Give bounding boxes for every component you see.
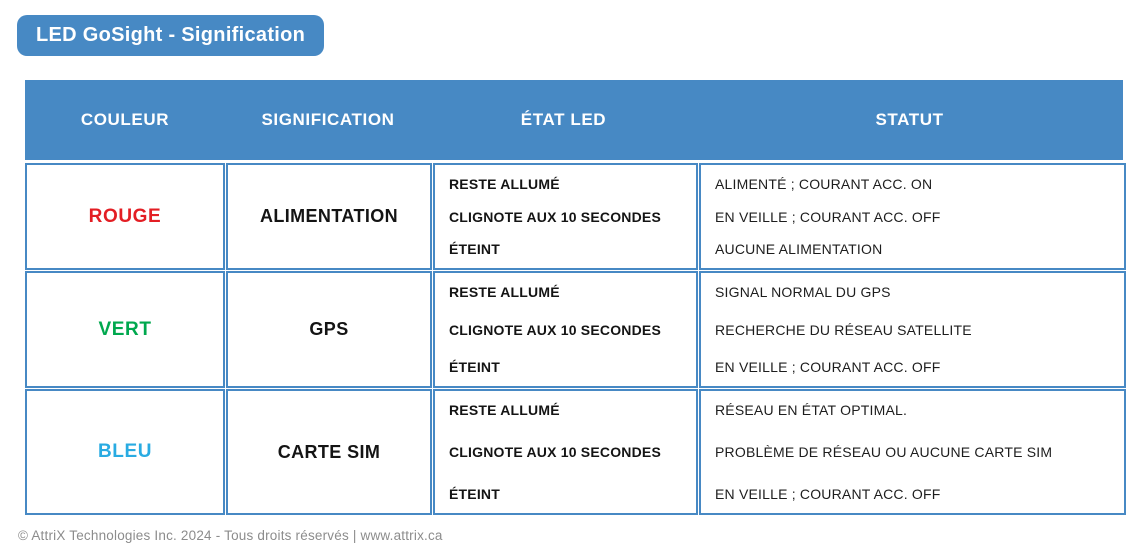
etat-led-line: CLIGNOTE AUX 10 SECONDES [449,444,661,460]
etat-led-cell [433,163,698,270]
header-cell-etat-led: ÉTAT LED [520,110,607,129]
page-title: LED GoSight - Signification [17,15,324,56]
etat-led-line: CLIGNOTE AUX 10 SECONDES [449,208,661,225]
statut-line: EN VEILLE ; COURANT ACC. OFF [715,359,941,375]
couleur-cell [25,389,225,515]
statut-line: EN VEILLE ; COURANT ACC. OFF [715,486,941,502]
etat-led-line: ÉTEINT [449,359,500,375]
etat-led-line: CLIGNOTE AUX 10 SECONDES [449,321,661,338]
header-cell-couleur: COULEUR [80,110,170,129]
statut-line: RÉSEAU EN ÉTAT OPTIMAL. [715,402,908,418]
couleur-cell [25,271,225,388]
etat-led-line: RESTE ALLUMÉ [449,176,560,192]
table-header-row [25,80,1123,160]
signification-value: CARTE SIM [277,441,381,462]
statut-cell [699,271,1126,388]
etat-led-line: ÉTEINT [449,241,500,257]
signification-cell [226,389,432,515]
statut-line: AUCUNE ALIMENTATION [715,241,883,257]
statut-line: EN VEILLE ; COURANT ACC. OFF [715,208,941,225]
signification-cell [226,163,432,270]
signification-cell [226,271,432,388]
header-cell-statut: STATUT [875,110,944,129]
etat-led-line: RESTE ALLUMÉ [449,402,560,418]
signification-value: ALIMENTATION [259,206,399,226]
etat-led-line: RESTE ALLUMÉ [449,284,560,300]
signification-value: GPS [309,319,349,339]
couleur-value: BLEU [97,441,153,462]
statut-cell [699,163,1126,270]
etat-led-line: ÉTEINT [449,486,500,502]
statut-line: ALIMENTÉ ; COURANT ACC. ON [715,176,933,192]
statut-line: RECHERCHE DU RÉSEAU SATELLITE [715,321,972,338]
statut-cell [699,389,1126,515]
etat-led-cell [433,271,698,388]
table-body [25,163,1123,515]
couleur-cell [25,163,225,270]
statut-line: PROBLÈME DE RÉSEAU OU AUCUNE CARTE SIM [715,444,1053,460]
etat-led-cell [433,389,698,515]
couleur-value: ROUGE [88,205,162,227]
copyright-footer: © AttriX Technologies Inc. 2024 - Tous droits réservés | www.attrix.ca [18,528,443,543]
header-cell-signification: SIGNIFICATION [261,110,395,129]
statut-line: SIGNAL NORMAL DU GPS [715,284,891,300]
led-signification-table [25,80,1123,515]
couleur-value: VERT [98,318,152,340]
